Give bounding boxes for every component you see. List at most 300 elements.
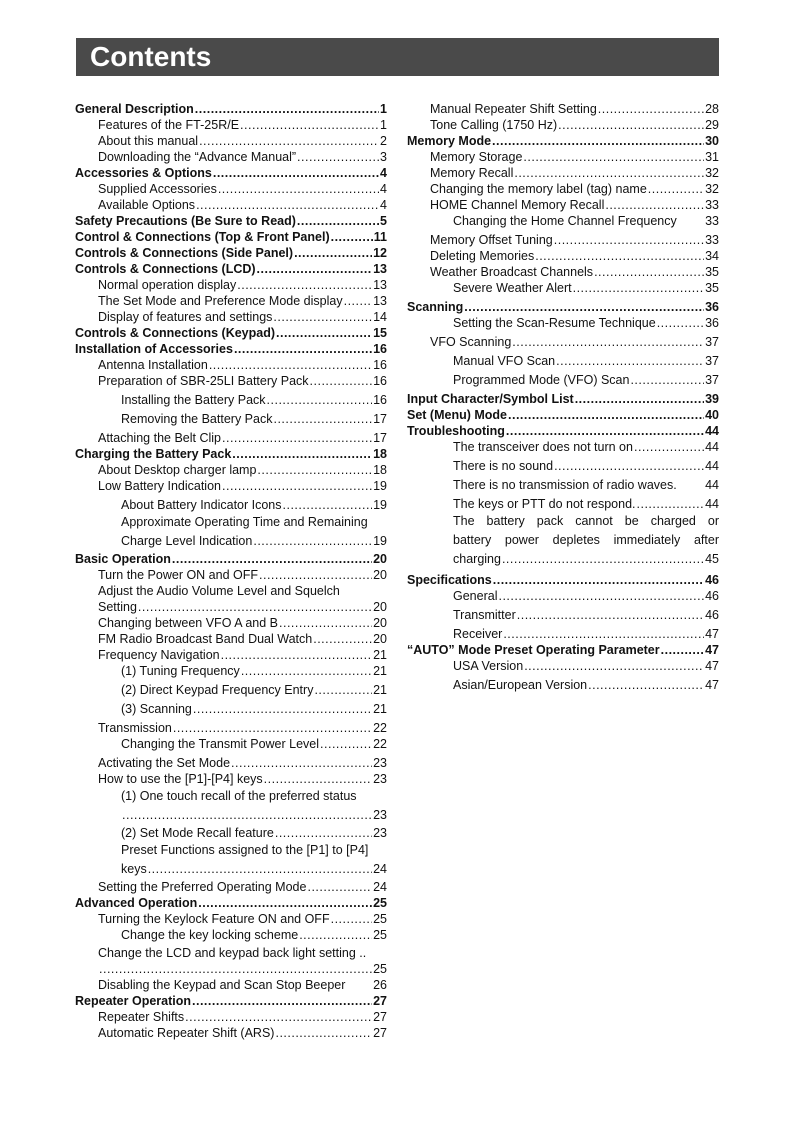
page-number: 1 xyxy=(380,102,387,116)
page-title: Contents xyxy=(90,41,212,72)
dot-leader xyxy=(232,446,372,462)
toc-entry-text: Turning the Keylock Feature ON and OFF xyxy=(98,912,330,926)
toc-entry-text: VFO Scanning xyxy=(430,335,512,349)
toc-entry-text: Installation of Accessories xyxy=(75,342,233,356)
page-number: 16 xyxy=(373,374,387,388)
dot-leader xyxy=(253,532,372,551)
toc-entry[interactable] xyxy=(407,280,719,296)
toc-entry[interactable] xyxy=(75,583,387,615)
toc-section[interactable] xyxy=(407,299,719,315)
dot-leader xyxy=(199,133,379,149)
toc-entry-lastline xyxy=(121,860,387,879)
page-number: 11 xyxy=(373,230,387,244)
dot-leader xyxy=(558,117,704,133)
toc-entry-text: About this manual xyxy=(98,134,199,148)
page-number: 26 xyxy=(373,978,387,992)
page-number: 37 xyxy=(705,354,719,368)
page-number: 21 xyxy=(373,702,387,716)
toc-entry[interactable] xyxy=(407,458,719,474)
page-number: 47 xyxy=(705,643,719,657)
page-number: 17 xyxy=(373,431,387,445)
toc-section[interactable] xyxy=(407,133,719,149)
page-number: 23 xyxy=(373,772,387,786)
dot-leader xyxy=(573,280,705,296)
dot-leader xyxy=(231,755,372,771)
dot-leader xyxy=(193,701,372,717)
dot-leader xyxy=(508,407,704,423)
toc-entry-text: (2) Set Mode Recall feature xyxy=(121,826,274,840)
page-number: 33 xyxy=(705,198,719,212)
toc-entry[interactable] xyxy=(75,787,387,825)
toc-entry-text: Charging the Battery Pack xyxy=(75,447,232,461)
page-number: 25 xyxy=(373,962,387,976)
toc-entry-text: The battery pack cannot be charged or xyxy=(453,514,719,528)
dot-leader xyxy=(524,658,704,674)
toc-entry[interactable] xyxy=(407,607,719,623)
toc-entry-text: Setting xyxy=(98,600,137,614)
toc-entry[interactable] xyxy=(75,133,387,149)
toc-entry[interactable] xyxy=(75,373,387,389)
page-number: 19 xyxy=(373,534,387,548)
toc-section[interactable] xyxy=(75,261,387,277)
page-number: 20 xyxy=(373,632,387,646)
toc-entry[interactable] xyxy=(75,736,387,752)
toc-entry-text: Automatic Repeater Shift (ARS) xyxy=(98,1026,275,1040)
dot-leader xyxy=(222,478,372,494)
page-number: 37 xyxy=(705,335,719,349)
toc-entry[interactable] xyxy=(75,682,387,698)
page-number: 5 xyxy=(380,214,387,228)
toc-entry-text: (1) One touch recall of the preferred status xyxy=(121,789,357,803)
toc-entry-text: Scanning xyxy=(407,300,464,314)
toc-entry-text: Severe Weather Alert xyxy=(453,281,572,295)
toc-entry[interactable] xyxy=(75,430,387,446)
page-number: 3 xyxy=(380,150,387,164)
toc-entry[interactable] xyxy=(75,462,387,478)
toc-entry[interactable] xyxy=(75,497,387,513)
toc-entry-text: Manual VFO Scan xyxy=(453,354,556,368)
toc-entry-text: Change the key locking scheme xyxy=(121,928,299,942)
toc-entry-text: HOME Channel Memory Recall xyxy=(430,198,605,212)
toc-entry-text: There is no transmission of radio waves. xyxy=(453,478,677,492)
dot-leader xyxy=(634,439,704,455)
page-number: 21 xyxy=(373,683,387,697)
dot-leader xyxy=(464,299,704,315)
toc-column-left xyxy=(75,101,387,1041)
toc-entry-text: Changing the Transmit Power Level xyxy=(121,737,320,751)
dot-leader xyxy=(173,720,372,736)
dot-leader xyxy=(523,149,704,165)
toc-entry-text: Manual Repeater Shift Setting xyxy=(430,102,597,116)
page-number: 23 xyxy=(373,826,387,840)
toc-entry-lastline xyxy=(121,806,387,825)
page-number: 17 xyxy=(373,412,387,426)
toc-entry-lastline xyxy=(121,532,387,551)
page-number: 33 xyxy=(705,214,719,228)
toc-entry-text: Memory Mode xyxy=(407,134,492,148)
toc-entry[interactable] xyxy=(407,658,719,674)
toc-entry-text: How to use the [P1]-[P4] keys xyxy=(98,772,263,786)
page-number: 19 xyxy=(373,479,387,493)
toc-section[interactable] xyxy=(75,325,387,341)
toc-entry[interactable] xyxy=(407,248,719,264)
page-number: 23 xyxy=(373,808,387,822)
toc-entry[interactable] xyxy=(75,197,387,213)
page-number: 20 xyxy=(373,552,387,566)
page-number: 16 xyxy=(373,358,387,372)
page-number: 30 xyxy=(705,134,719,148)
dot-leader xyxy=(503,626,704,642)
dot-leader xyxy=(241,663,372,679)
dot-leader xyxy=(314,682,372,698)
page-number: 47 xyxy=(705,659,719,673)
toc-entry-text: There is no sound xyxy=(453,459,554,473)
toc-entry[interactable] xyxy=(407,372,719,388)
toc-entry[interactable] xyxy=(75,392,387,408)
toc-entry-text: Attaching the Belt Clip xyxy=(98,431,221,445)
toc-entry[interactable] xyxy=(75,977,387,993)
toc-entry-text: keys xyxy=(121,862,147,876)
page-number: 36 xyxy=(705,316,719,330)
toc-section[interactable] xyxy=(75,895,387,911)
toc-entry[interactable] xyxy=(407,496,719,512)
toc-section[interactable] xyxy=(75,551,387,567)
dot-leader xyxy=(172,551,372,567)
toc-entry-text: Input Character/Symbol List xyxy=(407,392,574,406)
dot-leader xyxy=(273,309,372,325)
toc-entry[interactable] xyxy=(407,117,719,133)
toc-section[interactable] xyxy=(407,572,719,588)
toc-entry[interactable] xyxy=(75,825,387,841)
toc-entry-text: Controls & Connections (Side Panel) xyxy=(75,246,294,260)
toc-entry-text: Setting the Preferred Operating Mode xyxy=(98,880,307,894)
page-number: 47 xyxy=(705,627,719,641)
toc-entry[interactable] xyxy=(75,631,387,647)
dot-leader xyxy=(630,372,704,388)
toc-entry-text: (2) Direct Keypad Frequency Entry xyxy=(121,683,314,697)
dot-leader xyxy=(99,961,372,977)
toc-section[interactable] xyxy=(75,213,387,229)
dot-leader xyxy=(297,213,379,229)
page-number: 34 xyxy=(705,249,719,263)
toc-entry-text: Transmitter xyxy=(453,608,516,622)
toc-entry[interactable] xyxy=(407,181,719,197)
toc-entry[interactable] xyxy=(75,117,387,133)
page-number: 4 xyxy=(380,198,387,212)
page-number: 20 xyxy=(373,616,387,630)
toc-section[interactable] xyxy=(75,165,387,181)
dot-leader xyxy=(273,411,372,427)
page-number: 13 xyxy=(373,278,387,292)
toc-entry[interactable] xyxy=(407,213,719,229)
dot-leader xyxy=(310,373,373,389)
toc-entry-text: Setting the Scan-Resume Technique xyxy=(453,316,656,330)
page-number: 16 xyxy=(373,342,387,356)
dot-leader xyxy=(264,771,372,787)
page-number: 21 xyxy=(373,648,387,662)
dot-leader xyxy=(307,879,372,895)
page-number: 14 xyxy=(373,310,387,324)
dot-leader xyxy=(221,647,372,663)
dot-leader xyxy=(313,631,372,647)
dot-leader xyxy=(279,615,372,631)
toc-entry[interactable] xyxy=(75,755,387,771)
toc-entry[interactable] xyxy=(75,277,387,293)
toc-entry-text: Changing the Home Channel Frequency xyxy=(453,214,677,228)
toc-section[interactable] xyxy=(407,423,719,439)
toc-entry-text: Activating the Set Mode xyxy=(98,756,231,770)
dot-leader xyxy=(535,248,704,264)
toc-entry-text: Advanced Operation xyxy=(75,896,198,910)
dot-leader xyxy=(575,391,704,407)
page-number: 12 xyxy=(373,246,387,260)
page-number: 46 xyxy=(705,608,719,622)
toc-entry[interactable] xyxy=(75,181,387,197)
toc-entry[interactable] xyxy=(75,411,387,427)
toc-entry[interactable] xyxy=(75,513,387,551)
toc-entry[interactable] xyxy=(407,315,719,331)
toc-entry-text: Memory Storage xyxy=(430,150,523,164)
toc-entry[interactable] xyxy=(75,309,387,325)
dot-leader xyxy=(222,430,372,446)
page-number: 32 xyxy=(705,166,719,180)
toc-entry[interactable] xyxy=(407,149,719,165)
page-number: 44 xyxy=(705,424,719,438)
page-number: 35 xyxy=(705,281,719,295)
dot-leader xyxy=(275,1025,372,1041)
page-number: 27 xyxy=(373,1010,387,1024)
toc-entry-text: Frequency Navigation xyxy=(98,648,220,662)
dot-leader xyxy=(196,197,379,213)
toc-entry-text: Repeater Shifts xyxy=(98,1010,185,1024)
toc-entry-text: Accessories & Options xyxy=(75,166,212,180)
dot-leader xyxy=(556,353,704,369)
toc-entry-text: Changing between VFO A and B xyxy=(98,616,278,630)
dot-leader xyxy=(344,293,373,309)
dot-leader xyxy=(283,497,373,513)
dot-leader xyxy=(213,165,379,181)
page-number: 22 xyxy=(373,737,387,751)
toc-entry-text: Set (Menu) Mode xyxy=(407,408,507,422)
dot-leader xyxy=(218,181,379,197)
toc-entry-text: Preset Functions assigned to the [P1] to [P4] xyxy=(121,843,369,857)
dot-leader xyxy=(517,607,704,623)
toc-section[interactable] xyxy=(75,993,387,1009)
page-number: 44 xyxy=(705,497,719,511)
toc-entry-text: The keys or PTT do not respond. xyxy=(453,497,636,511)
page-number: 19 xyxy=(373,498,387,512)
toc-entry-text: Controls & Connections (LCD) xyxy=(75,262,256,276)
toc-entry[interactable] xyxy=(407,439,719,455)
toc-section[interactable] xyxy=(407,407,719,423)
dot-leader xyxy=(198,895,372,911)
dot-leader xyxy=(209,357,372,373)
page-number: 44 xyxy=(705,440,719,454)
toc-entry-text: Troubleshooting xyxy=(407,424,505,438)
toc-entry-text: charging xyxy=(453,552,501,566)
toc-entry-lastline xyxy=(98,961,387,977)
dot-leader xyxy=(637,496,705,512)
toc-entry-text: FM Radio Broadcast Band Dual Watch xyxy=(98,632,313,646)
toc-entry-text: Charge Level Indication xyxy=(121,534,253,548)
toc-entry[interactable] xyxy=(407,264,719,280)
toc-entry[interactable] xyxy=(75,771,387,787)
toc-entry-text: Available Options xyxy=(98,198,196,212)
toc-entry[interactable] xyxy=(75,567,387,583)
toc-entry-text: battery power depletes immediately after xyxy=(453,533,719,547)
page-number: 29 xyxy=(705,118,719,132)
toc-entry-text: Asian/European Version xyxy=(453,678,588,692)
dot-leader xyxy=(299,927,372,943)
toc-entry[interactable] xyxy=(75,478,387,494)
dot-leader xyxy=(122,806,372,825)
toc-section[interactable] xyxy=(407,642,719,658)
page-number: 20 xyxy=(373,600,387,614)
toc-entry[interactable] xyxy=(75,293,387,309)
page-number: 36 xyxy=(705,300,719,314)
page-number: 47 xyxy=(705,678,719,692)
toc-entry-text: Specifications xyxy=(407,573,492,587)
toc-entry-text: Memory Offset Tuning xyxy=(430,233,553,247)
dot-leader xyxy=(259,567,372,583)
dot-leader xyxy=(661,642,704,658)
page-number: 44 xyxy=(705,478,719,492)
toc-section[interactable] xyxy=(75,229,387,245)
toc-entry[interactable] xyxy=(75,927,387,943)
page-number: 27 xyxy=(373,994,387,1008)
page-number: 2 xyxy=(380,134,387,148)
toc-entry-text: The transceiver does not turn on xyxy=(453,440,633,454)
toc-entry-text: Removing the Battery Pack xyxy=(121,412,273,426)
toc-entry-text: (1) Tuning Frequency xyxy=(121,664,240,678)
toc-entry[interactable] xyxy=(75,357,387,373)
dot-leader xyxy=(294,245,372,261)
toc-entry-text: Memory Recall xyxy=(430,166,514,180)
dot-leader xyxy=(331,911,373,927)
page-number: 45 xyxy=(705,552,719,566)
toc-entry-text: Supplied Accessories xyxy=(98,182,217,196)
page-number: 32 xyxy=(705,182,719,196)
page-number: 39 xyxy=(705,392,719,406)
page-number: 31 xyxy=(705,150,719,164)
toc-entry[interactable] xyxy=(75,149,387,165)
dot-leader xyxy=(240,117,379,133)
toc-entry[interactable] xyxy=(407,512,719,569)
toc-entry-text: About Battery Indicator Icons xyxy=(121,498,282,512)
dot-leader xyxy=(506,423,704,439)
page-number: 24 xyxy=(373,862,387,876)
toc-entry-text: General Description xyxy=(75,102,194,116)
page-number: 20 xyxy=(373,568,387,582)
toc-entry[interactable] xyxy=(75,615,387,631)
toc-entry-lastline xyxy=(98,599,387,615)
dot-leader xyxy=(185,1009,372,1025)
dot-leader xyxy=(297,149,379,165)
toc-entry-text: Deleting Memories xyxy=(430,249,535,263)
toc-entry-text: The Set Mode and Preference Mode display xyxy=(98,294,343,308)
toc-entry-lastline xyxy=(453,550,719,569)
toc-entry-text: Features of the FT-25R/E xyxy=(98,118,240,132)
toc-entry-text: (3) Scanning xyxy=(121,702,192,716)
toc-entry-text: Approximate Operating Time and Remaining xyxy=(121,515,368,529)
toc-entry[interactable] xyxy=(407,165,719,181)
toc-section[interactable] xyxy=(75,245,387,261)
dot-leader xyxy=(514,165,704,181)
toc-column-right xyxy=(407,101,719,693)
toc-entry[interactable] xyxy=(75,841,387,879)
toc-entry[interactable] xyxy=(75,647,387,663)
page-number: 22 xyxy=(373,721,387,735)
page-number: 25 xyxy=(373,928,387,942)
page-number: 1 xyxy=(380,118,387,132)
page-number: 37 xyxy=(705,373,719,387)
toc-entry[interactable] xyxy=(407,677,719,693)
toc-entry-text: Change the LCD and keypad back light setting .. xyxy=(98,946,367,960)
dot-leader xyxy=(648,181,704,197)
toc-entry-text: Installing the Battery Pack xyxy=(121,393,266,407)
page-number: 15 xyxy=(373,326,387,340)
dot-leader xyxy=(498,588,704,604)
toc-entry[interactable] xyxy=(407,232,719,248)
dot-leader xyxy=(594,264,704,280)
toc-entry[interactable] xyxy=(75,1025,387,1041)
page-number: 35 xyxy=(705,265,719,279)
toc-entry-text: Antenna Installation xyxy=(98,358,208,372)
dot-leader xyxy=(554,232,704,248)
page-number: 13 xyxy=(373,262,387,276)
toc-entry[interactable] xyxy=(75,663,387,679)
toc-entry[interactable] xyxy=(407,626,719,642)
toc-entry-text: Normal operation display xyxy=(98,278,237,292)
page-number: 46 xyxy=(705,589,719,603)
page-number: 4 xyxy=(380,182,387,196)
toc-section[interactable] xyxy=(407,391,719,407)
toc-entry[interactable] xyxy=(75,879,387,895)
dot-leader xyxy=(192,993,372,1009)
toc-section[interactable] xyxy=(75,446,387,462)
toc-entry[interactable] xyxy=(407,353,719,369)
dot-leader xyxy=(257,261,373,277)
dot-leader xyxy=(234,341,372,357)
toc-entry-text: Preparation of SBR-25LI Battery Pack xyxy=(98,374,309,388)
toc-entry[interactable] xyxy=(407,101,719,117)
toc-entry[interactable] xyxy=(407,334,719,350)
toc-entry[interactable] xyxy=(75,1009,387,1025)
dot-leader xyxy=(657,315,704,331)
dot-leader xyxy=(195,101,379,117)
toc-entry[interactable] xyxy=(75,911,387,927)
dot-leader xyxy=(257,462,372,478)
toc-entry[interactable] xyxy=(75,701,387,717)
toc-section[interactable] xyxy=(75,341,387,357)
toc-section[interactable] xyxy=(75,101,387,117)
dot-leader xyxy=(512,334,704,350)
page-number: 18 xyxy=(373,463,387,477)
page-number: 24 xyxy=(373,880,387,894)
toc-entry[interactable] xyxy=(407,477,719,493)
toc-entry[interactable] xyxy=(75,945,387,977)
dot-leader xyxy=(237,277,372,293)
toc-entry[interactable] xyxy=(75,720,387,736)
page-number: 33 xyxy=(705,233,719,247)
page-number: 27 xyxy=(373,1026,387,1040)
dot-leader xyxy=(554,458,704,474)
toc-entry[interactable] xyxy=(407,197,719,213)
page-number: 25 xyxy=(373,896,387,910)
toc-entry-text: Control & Connections (Top & Front Panel) xyxy=(75,230,330,244)
toc-entry-text: Adjust the Audio Volume Level and Squelch xyxy=(98,584,340,598)
toc-entry[interactable] xyxy=(407,588,719,604)
